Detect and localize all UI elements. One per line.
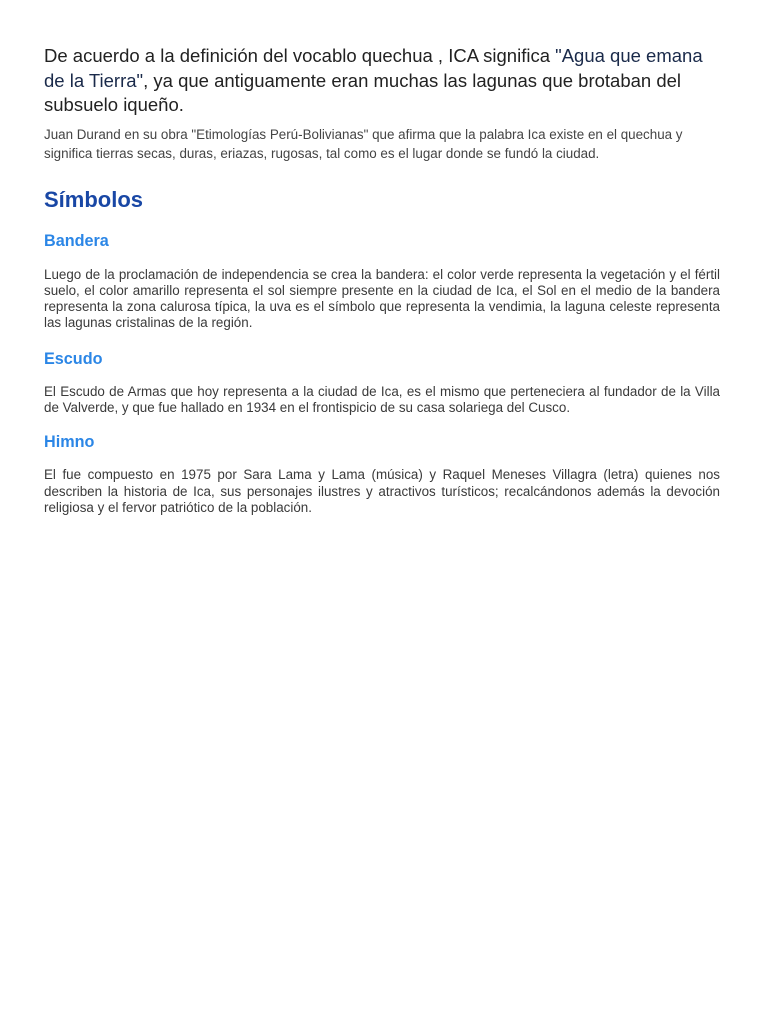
document-content <box>44 44 720 516</box>
section-title-simbolos: Símbolos <box>44 186 144 212</box>
heading-bandera: Bandera <box>44 231 109 250</box>
heading-himno: Himno <box>44 433 95 452</box>
heading-escudo: Escudo <box>44 349 103 368</box>
intro-lead-quote: "Agua que emana de la Tierra" <box>44 45 703 91</box>
paragraph-escudo: El Escudo de Armas que hoy representa a la ciudad de Ica, es el mismo que perteneciera al fundador de la Villa de Valverde, y que fue hallado en 1934 en el frontispicio de su casa solariega del Cusco. <box>44 383 720 415</box>
paragraph-himno: El fue compuesto en 1975 por Sara Lama y Lama (música) y Raquel Meneses Villagra (letra) quienes nos describen la historia de Ica, sus personajes ilustres y atractivos turísticos; recalcándonos además la devoción religiosa y el fervor patriótico de la población. <box>44 467 720 515</box>
intro-lead-start: De acuerdo a la definición del vocablo quechua , ICA significa <box>44 45 556 66</box>
intro-lead-end: , ya que antiguamente eran muchas las lagunas que brotaban del subsuelo iqueño. <box>44 69 682 115</box>
paragraph-bandera: Luego de la proclamación de independencia se crea la bandera: el color verde representa la vegetación y el fértil suelo, el color amarillo representa el sol siempre presente en la ciudad de Ica, el Sol en el medio de la bandera representa la zona calurosa típica, la uva es el símbolo que representa la vendimia, la laguna celeste representa las lagunas cristalinas de la región. <box>44 266 720 331</box>
intro-note-paragraph: Juan Durand en su obra "Etimologías Perú-Bolivianas" que afirma que la palabra Ica existe en el quechua y significa tierras secas, duras, eriazas, rugosas, tal como es el lugar donde se fundó la ciudad. <box>44 126 683 161</box>
intro-lead-paragraph <box>44 44 720 118</box>
